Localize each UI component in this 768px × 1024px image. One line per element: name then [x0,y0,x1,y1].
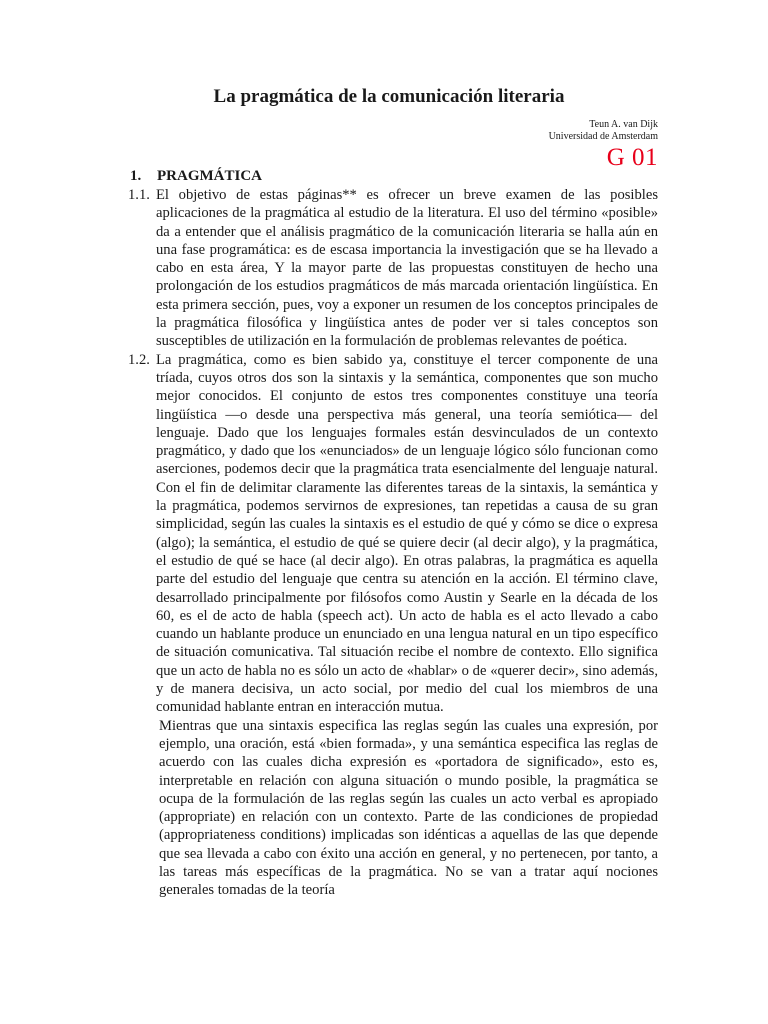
author-name: Teun A. van Dijk [589,119,658,130]
section-heading [130,168,262,185]
section-number: 1. [130,168,142,184]
author-affiliation: Universidad de Amsterdam [548,131,658,142]
paragraph-continuation [128,717,658,900]
section-title: PRAGMÁTICA [157,168,262,184]
paragraph-1-2 [128,351,658,717]
document-title: La pragmática de la comunicación literaria [213,86,565,107]
paragraph-number: 1.2. [128,351,150,368]
paragraph-1-1 [128,186,658,351]
paragraph-number: 1.1. [128,187,150,203]
paragraph-text: La pragmática, como es bien sabido ya, constituye el tercer componente de una tríada, cuyos otros dos son la sintaxis y la semántica, componentes que son mucho mejor conocidos. El conjunto de estos tres componentes constituye una teoría lingüística —o desde una perspectiva más general, una teoría semiótica— del lenguaje. Dado que los lenguajes formales están desvinculados de un contexto pragmático, y dado que los «enunciados» de un lenguaje lógico sólo funcionan como aserciones, podemos decir que la pragmática trata esencialmente del lenguaje natural. Con el fin de delimitar claramente las diferentes tareas de la sintaxis, la semántica y la pragmática, podemos servirnos de expresiones, tan repetidas a causa de su gran simplicidad, según las cuales la sintaxis es el estudio de qué y cómo se dice o expresa (algo); la semántica, el estudio de qué se quiere decir (al decir algo), y la pragmática, el estudio de qué se hace (al decir algo). En otras palabras, la pragmática es aquella parte del estudio del lenguaje que centra su atención en la acción. El término clave, desarrollado principalmente por filósofos como Austin y Searle en la década de los 60, es el de acto de habla (speech act). Un acto de habla es el acto llevado a cabo cuando un hablante produce un enunciado en una lengua natural en un tipo específico de situación comunicativa. Tal situación recibe el nombre de contexto. Ello significa que un acto de habla no es sólo un acto de «hablar» o de «querer decir», sino además, y de manera decisiva, un acto social, por medio del cual los miembros de una comunidad hablante entran en interacción mutua. [156,351,658,716]
paragraph-text: Mientras que una sintaxis especifica las reglas según las cuales una expresión, por ejemplo, una oración, está «bien formada», y una semántica especifica las reglas de acuerdo con las cuales dicha expresión es «portadora de significado», esto es, interpretable en relación con alguna situación o mundo posible, la pragmática se ocupa de la formulación de las reglas según las cuales un acto verbal es apropiado (appropriate) en relación con un contexto. Parte de las condiciones de propiedad (appropriateness conditions) implicadas son idénticas a aquellas de las que depende que sea llevada a cabo con éxito una acción en general, y no pertenecen, por tanto, a las tareas más específicas de la pragmática. No se van a tratar aquí nociones generales tomadas de la teoría [159,717,658,899]
author-block [549,119,658,143]
body-text [128,186,658,900]
document-code: G 01 [606,144,658,171]
paragraph-text: El objetivo de estas páginas** es ofrecer un breve examen de las posibles aplicaciones de la pragmática al estudio de la literatura. El uso del término «posible» da a entender que el análisis pragmático de la comunicación literaria se halla aún en una fase programática: es de escasa importancia la investigación que se ha llevado a cabo en esta área, Y la mayor parte de las propuestas constituyen de hecho una prolongación de los estudios pragmáticos de más marcada orientación lingüística. En esta primera sección, pues, voy a exponer un resumen de los conceptos principales de la pragmática filosófica y lingüística antes de poder ver si tales conceptos son susceptibles de utilización en la formulación de problemas relevantes de poética. [156,187,658,350]
